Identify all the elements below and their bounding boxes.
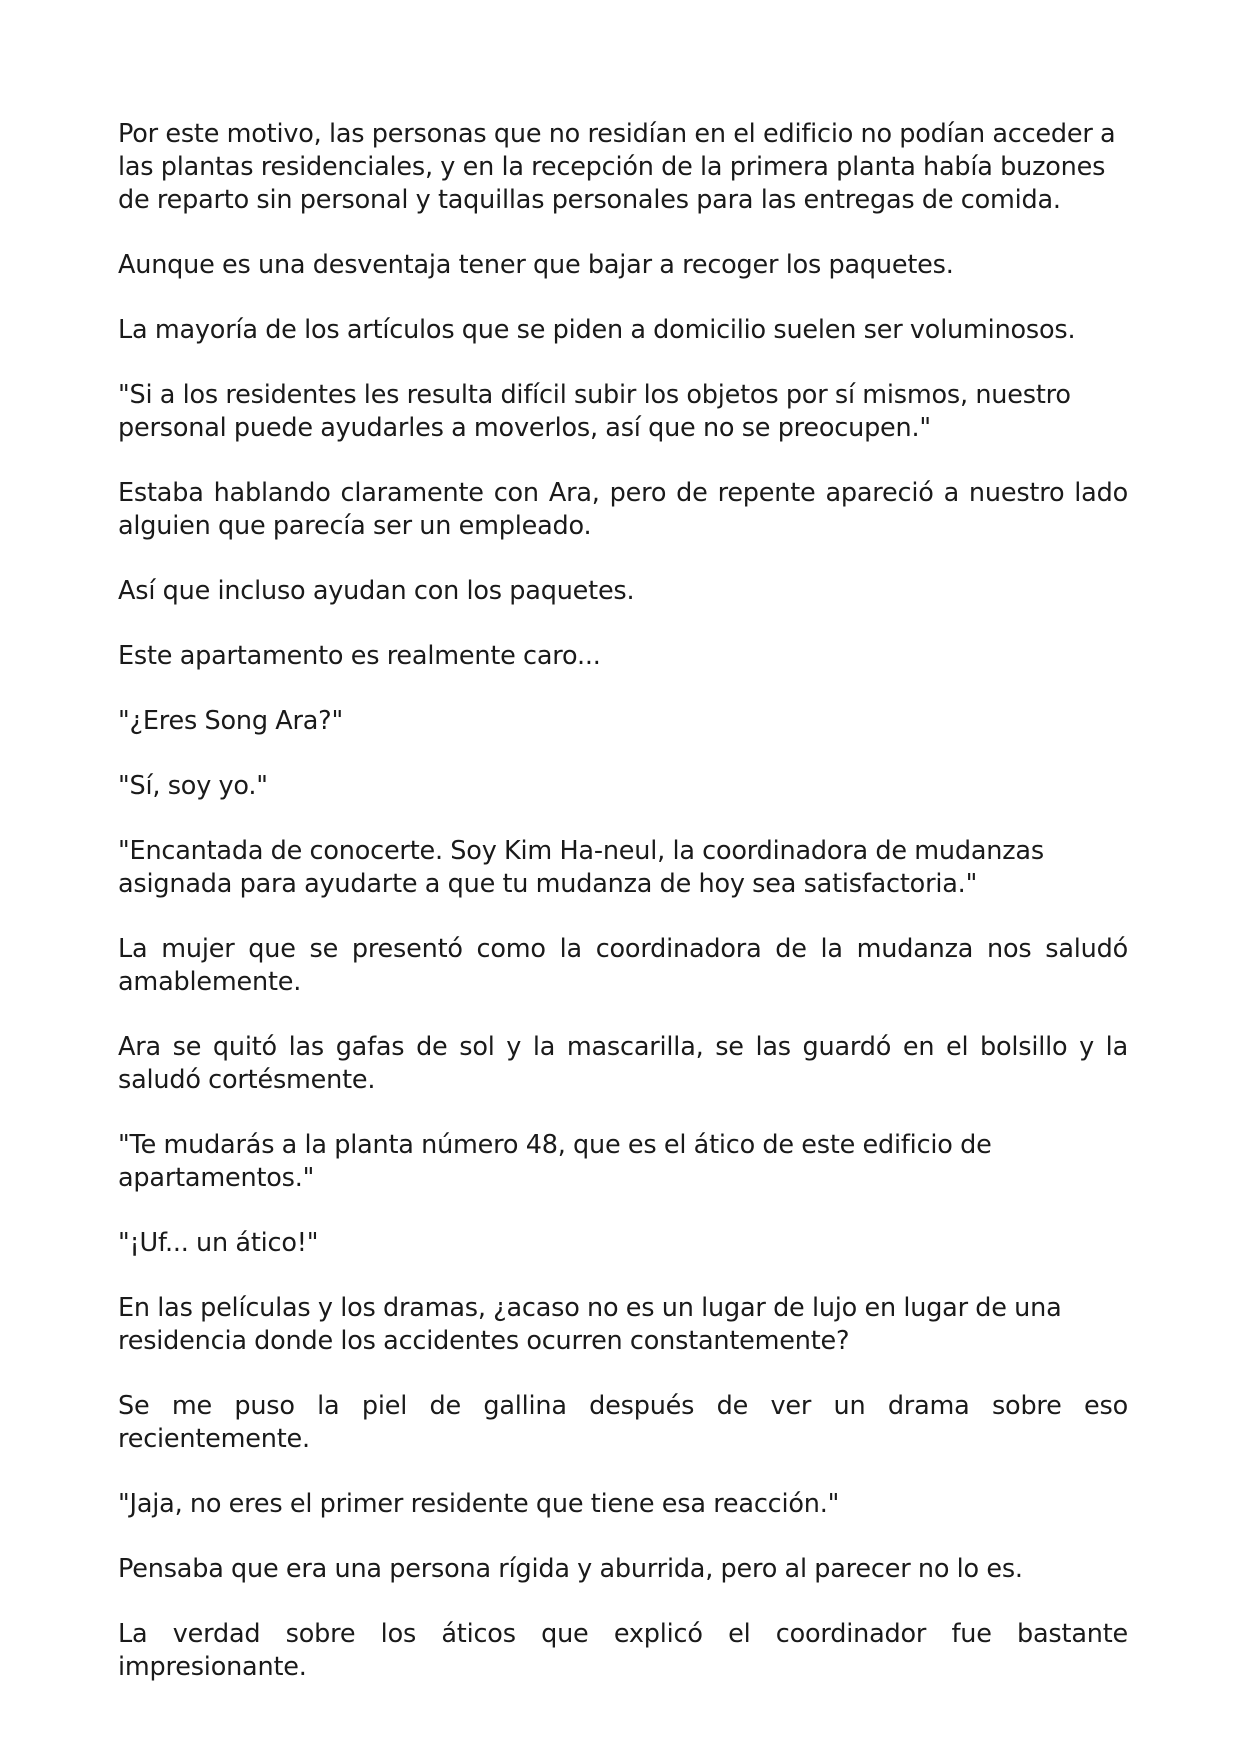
paragraph: La mayoría de los artículos que se piden a domicilio suelen ser voluminosos. bbox=[118, 315, 1076, 345]
paragraph: "Encantada de conocerte. Soy Kim Ha-neul, la coordinadora de mudanzas asignada para ayudarte a que tu mudanza de hoy sea satisfactoria." bbox=[118, 836, 1044, 899]
paragraph: Se me puso la piel de gallina después de ver un drama sobre eso recientemente. bbox=[118, 1391, 1128, 1454]
paragraph: La mujer que se presentó como la coordinadora de la mudanza nos saludó amablemente. bbox=[118, 934, 1128, 997]
paragraph: Así que incluso ayudan con los paquetes. bbox=[118, 576, 635, 606]
paragraph: "Te mudarás a la planta número 48, que es el ático de este edificio de apartamentos." bbox=[118, 1130, 992, 1193]
paragraph: Estaba hablando claramente con Ara, pero de repente apareció a nuestro lado alguien que parecía ser un empleado. bbox=[118, 478, 1128, 541]
paragraph: Por este motivo, las personas que no residían en el edificio no podían acceder a las plantas residenciales, y en la recepción de la primera planta había buzones de reparto sin personal y taquillas personales para las entregas de comida. bbox=[118, 119, 1116, 215]
paragraph: "¿Eres Song Ara?" bbox=[118, 706, 344, 736]
paragraph: Pensaba que era una persona rígida y aburrida, pero al parecer no lo es. bbox=[118, 1554, 1023, 1584]
paragraph: La verdad sobre los áticos que explicó el coordinador fue bastante impresionante. bbox=[118, 1619, 1128, 1682]
paragraph: Este apartamento es realmente caro... bbox=[118, 641, 601, 671]
paragraph: Ara se quitó las gafas de sol y la mascarilla, se las guardó en el bolsillo y la saludó cortésmente. bbox=[118, 1032, 1128, 1095]
document-page bbox=[118, 118, 1128, 1716]
paragraph: "Si a los residentes les resulta difícil subir los objetos por sí mismos, nuestro personal puede ayudarles a moverlos, así que no se preocupen." bbox=[118, 380, 1071, 443]
paragraph: "Sí, soy yo." bbox=[118, 771, 268, 801]
paragraph: "¡Uf... un ático!" bbox=[118, 1228, 319, 1258]
paragraph: Aunque es una desventaja tener que bajar a recoger los paquetes. bbox=[118, 250, 954, 280]
paragraph: En las películas y los dramas, ¿acaso no es un lugar de lujo en lugar de una residencia donde los accidentes ocurren constantemente? bbox=[118, 1293, 1062, 1356]
paragraph: "Jaja, no eres el primer residente que tiene esa reacción." bbox=[118, 1489, 840, 1519]
